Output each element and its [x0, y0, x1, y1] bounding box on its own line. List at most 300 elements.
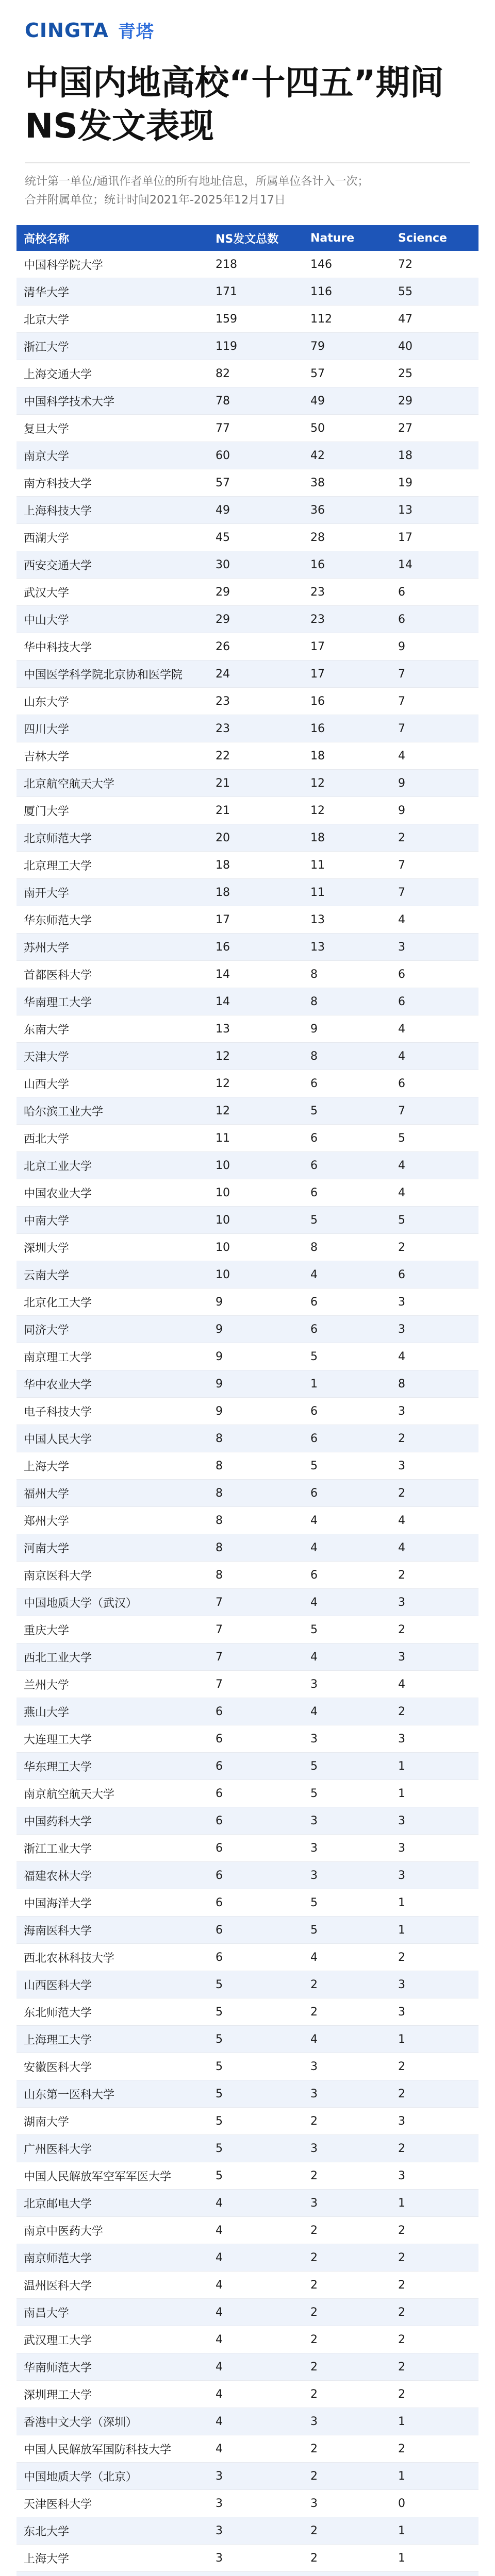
- cell-science: 55: [391, 278, 478, 306]
- cell-nature: 4: [303, 1534, 391, 1562]
- table-row: [16, 1944, 478, 1971]
- cell-science: 2: [391, 1616, 478, 1643]
- table-row: [16, 524, 478, 551]
- cell-science: 13: [391, 497, 478, 524]
- cell-nature: 2: [303, 2108, 391, 2135]
- cell-ns-total: 21: [208, 770, 303, 797]
- cell-ns-total: 3: [208, 2545, 303, 2572]
- cell-university: 上海大学: [16, 1452, 208, 1480]
- cell-science: 2: [391, 2244, 478, 2272]
- cell-nature: 2: [303, 2299, 391, 2326]
- cell-university: 上海交通大学: [16, 360, 208, 387]
- table-row: [16, 1452, 478, 1480]
- table-row: [16, 2217, 478, 2244]
- cell-science: 1: [391, 1889, 478, 1917]
- cell-ns-total: 5: [208, 2026, 303, 2053]
- cell-university: 上海理工大学: [16, 2026, 208, 2053]
- cell-science: 2: [391, 2135, 478, 2162]
- cell-nature: 4: [303, 1589, 391, 1616]
- cell-science: 4: [391, 1507, 478, 1534]
- cell-university: 华东理工大学: [16, 1753, 208, 1780]
- cell-ns-total: 26: [208, 633, 303, 660]
- cell-nature: 146: [303, 251, 391, 278]
- cell-nature: 2: [303, 1998, 391, 2026]
- table-row: [16, 2026, 478, 2053]
- cell-university: 重庆大学: [16, 1616, 208, 1643]
- cell-science: 27: [391, 415, 478, 442]
- cell-ns-total: 21: [208, 797, 303, 824]
- cell-university: 广州医科大学: [16, 2135, 208, 2162]
- note-line-2: 合并附属单位；统计时间2021年-2025年12月17日: [25, 194, 286, 207]
- cell-science: [391, 2572, 478, 2576]
- cell-science: 3: [391, 1643, 478, 1671]
- cell-nature: 16: [303, 715, 391, 742]
- cell-ns-total: 8: [208, 1480, 303, 1507]
- cell-nature: 2: [303, 2162, 391, 2190]
- cell-ns-total: 5: [208, 1971, 303, 1998]
- table-row: [16, 360, 478, 387]
- table-row: [16, 852, 478, 879]
- table-row: [16, 2080, 478, 2108]
- cell-nature: 23: [303, 579, 391, 606]
- cell-science: 6: [391, 988, 478, 1015]
- cell-science: 7: [391, 688, 478, 715]
- header-ns-total: NS发文总数: [208, 225, 303, 251]
- cell-university: 东北大学: [16, 2517, 208, 2545]
- cell-nature: 79: [303, 333, 391, 360]
- cell-science: 7: [391, 660, 478, 688]
- table-row: [16, 742, 478, 770]
- cell-ns-total: 7: [208, 1589, 303, 1616]
- cell-university: 华中科技大学: [16, 633, 208, 660]
- cell-nature: 38: [303, 469, 391, 497]
- table-row: [16, 660, 478, 688]
- cell-nature: 5: [303, 1753, 391, 1780]
- cell-university: 厦门大学: [16, 797, 208, 824]
- cell-science: 3: [391, 1398, 478, 1425]
- cell-science: 1: [391, 2026, 478, 2053]
- cell-science: 2: [391, 2326, 478, 2353]
- cell-science: 2: [391, 1562, 478, 1589]
- cell-science: 6: [391, 1261, 478, 1289]
- cell-university: 同济大学: [16, 1316, 208, 1343]
- cell-ns-total: 49: [208, 497, 303, 524]
- cell-science: 2: [391, 2272, 478, 2299]
- cell-science: 4: [391, 1152, 478, 1179]
- cell-ns-total: 171: [208, 278, 303, 306]
- table-row: [16, 2435, 478, 2463]
- cell-university: 南方科技大学: [16, 469, 208, 497]
- cell-ns-total: 9: [208, 1316, 303, 1343]
- cell-nature: [303, 2572, 391, 2576]
- cell-ns-total: 3: [208, 2517, 303, 2545]
- cell-nature: 8: [303, 1043, 391, 1070]
- table-row: [16, 1097, 478, 1125]
- table-row: [16, 797, 478, 824]
- table-row: [16, 1589, 478, 1616]
- cell-science: 6: [391, 961, 478, 988]
- cell-science: 4: [391, 1343, 478, 1370]
- table-row: [16, 1807, 478, 1835]
- table-row: [16, 1780, 478, 1807]
- cell-university: 北京航空航天大学: [16, 770, 208, 797]
- cell-ns-total: 6: [208, 1725, 303, 1753]
- cell-science: 3: [391, 1998, 478, 2026]
- cell-science: 2: [391, 1425, 478, 1452]
- cell-university: 浙江工业大学: [16, 1835, 208, 1862]
- cell-university: 武汉理工大学: [16, 2326, 208, 2353]
- cell-nature: 6: [303, 1562, 391, 1589]
- brand-sub: 青塔: [118, 22, 154, 42]
- cell-nature: 5: [303, 1780, 391, 1807]
- cell-ns-total: 14: [208, 988, 303, 1015]
- cell-ns-total: 4: [208, 2326, 303, 2353]
- cell-ns-total: 8: [208, 1534, 303, 1562]
- table-row: [16, 2162, 478, 2190]
- cell-science: 3: [391, 1725, 478, 1753]
- table-row: [16, 1562, 478, 1589]
- cell-university: 云南大学: [16, 1261, 208, 1289]
- cell-ns-total: 6: [208, 1835, 303, 1862]
- cell-university: 天津医科大学: [16, 2490, 208, 2517]
- ns-table: [16, 225, 478, 2576]
- cell-science: 4: [391, 1671, 478, 1698]
- cell-science: 2: [391, 2435, 478, 2463]
- cell-science: 2: [391, 2080, 478, 2108]
- cell-nature: 17: [303, 660, 391, 688]
- cell-ns-total: 159: [208, 306, 303, 333]
- table-row: [16, 1125, 478, 1152]
- cell-ns-total: 8: [208, 1562, 303, 1589]
- cell-nature: 1: [303, 1370, 391, 1398]
- cell-ns-total: 18: [208, 879, 303, 906]
- table-row: [16, 333, 478, 360]
- cell-university: 吉林大学: [16, 742, 208, 770]
- cell-nature: 6: [303, 1316, 391, 1343]
- cell-university: 山西大学: [16, 1070, 208, 1097]
- cell-nature: 6: [303, 1398, 391, 1425]
- cell-university: 中国人民解放军空军军医大学: [16, 2162, 208, 2190]
- table-row: [16, 1971, 478, 1998]
- cell-ns-total: 5: [208, 2080, 303, 2108]
- cell-ns-total: 7: [208, 1643, 303, 1671]
- cell-science: 3: [391, 2108, 478, 2135]
- cell-science: 7: [391, 879, 478, 906]
- cell-science: 40: [391, 333, 478, 360]
- cell-science: 4: [391, 1179, 478, 1207]
- table-row: [16, 2572, 478, 2576]
- cell-university: 华中农业大学: [16, 1370, 208, 1398]
- cell-ns-total: 4: [208, 2353, 303, 2381]
- cell-university: 湖南大学: [16, 2108, 208, 2135]
- table-row: [16, 2299, 478, 2326]
- cell-nature: 2: [303, 2326, 391, 2353]
- table-row: [16, 497, 478, 524]
- cell-university: 东北师范大学: [16, 1998, 208, 2026]
- cell-science: 4: [391, 1534, 478, 1562]
- cell-university: 北京工业大学: [16, 1152, 208, 1179]
- cell-university: 南京师范大学: [16, 2244, 208, 2272]
- cell-ns-total: 6: [208, 1807, 303, 1835]
- cell-science: 3: [391, 1452, 478, 1480]
- cell-university: 南京医科大学: [16, 1562, 208, 1589]
- cell-university: 上海大学: [16, 2545, 208, 2572]
- cell-science: 3: [391, 1807, 478, 1835]
- brand-logo: CINGTA: [25, 19, 109, 42]
- table-row: [16, 306, 478, 333]
- cell-nature: 5: [303, 1889, 391, 1917]
- cell-science: 4: [391, 906, 478, 934]
- cell-nature: 42: [303, 442, 391, 469]
- cell-university: 大连理工大学: [16, 1725, 208, 1753]
- cell-nature: 5: [303, 1452, 391, 1480]
- cell-science: 3: [391, 1589, 478, 1616]
- cell-ns-total: 6: [208, 1753, 303, 1780]
- cell-ns-total: 5: [208, 2108, 303, 2135]
- cell-university: 首都医科大学: [16, 961, 208, 988]
- cell-ns-total: 7: [208, 1616, 303, 1643]
- cell-science: 3: [391, 1316, 478, 1343]
- cell-nature: 2: [303, 2353, 391, 2381]
- cell-university: 西北农林科技大学: [16, 1944, 208, 1971]
- cell-nature: 13: [303, 934, 391, 961]
- cell-nature: 5: [303, 1343, 391, 1370]
- cell-science: 2: [391, 824, 478, 852]
- cell-nature: 8: [303, 1234, 391, 1261]
- table-row: [16, 1152, 478, 1179]
- cell-science: 9: [391, 633, 478, 660]
- table-row: [16, 387, 478, 415]
- cell-ns-total: 9: [208, 1370, 303, 1398]
- cell-ns-total: 6: [208, 1780, 303, 1807]
- cell-nature: 6: [303, 1070, 391, 1097]
- cell-university: 浙江大学: [16, 333, 208, 360]
- table-row: [16, 688, 478, 715]
- cell-ns-total: 22: [208, 742, 303, 770]
- table-row: [16, 2326, 478, 2353]
- cell-university: 华东师范大学: [16, 906, 208, 934]
- cell-university: 四川大学: [16, 715, 208, 742]
- cell-ns-total: 6: [208, 1862, 303, 1889]
- cell-university: 中国农业大学: [16, 1179, 208, 1207]
- cell-ns-total: 4: [208, 2272, 303, 2299]
- cell-science: 7: [391, 1097, 478, 1125]
- cell-nature: 5: [303, 1097, 391, 1125]
- cell-ns-total: 10: [208, 1234, 303, 1261]
- title-line-2: NS发文表现: [25, 106, 214, 146]
- cell-ns-total: 6: [208, 1889, 303, 1917]
- cell-nature: 5: [303, 1616, 391, 1643]
- cell-science: 3: [391, 1835, 478, 1862]
- cell-ns-total: 11: [208, 1125, 303, 1152]
- cell-science: 5: [391, 1125, 478, 1152]
- table-row: [16, 1043, 478, 1070]
- cell-science: 72: [391, 251, 478, 278]
- cell-science: 3: [391, 1971, 478, 1998]
- header-science: Science: [391, 225, 478, 251]
- table-row: [16, 1998, 478, 2026]
- table-row: [16, 1234, 478, 1261]
- cell-ns-total: 5: [208, 1998, 303, 2026]
- cell-nature: 4: [303, 1944, 391, 1971]
- cell-university: 武汉大学: [16, 579, 208, 606]
- table-row: [16, 1643, 478, 1671]
- cell-ns-total: 12: [208, 1070, 303, 1097]
- table-row: [16, 1480, 478, 1507]
- cell-ns-total: 4: [208, 2244, 303, 2272]
- cell-nature: 4: [303, 2026, 391, 2053]
- cell-university: 山东大学: [16, 688, 208, 715]
- cell-nature: 2: [303, 1971, 391, 1998]
- cell-ns-total: 4: [208, 2408, 303, 2435]
- cell-ns-total: 12: [208, 1043, 303, 1070]
- cell-science: 6: [391, 579, 478, 606]
- cell-university: 中山大学: [16, 606, 208, 633]
- cell-science: 4: [391, 742, 478, 770]
- cell-ns-total: 14: [208, 961, 303, 988]
- cell-university: 中国地质大学（武汉）: [16, 1589, 208, 1616]
- table-row: [16, 1507, 478, 1534]
- table-row: [16, 906, 478, 934]
- cell-ns-total: 78: [208, 387, 303, 415]
- cell-ns-total: 23: [208, 715, 303, 742]
- table-row: [16, 1835, 478, 1862]
- cell-nature: 2: [303, 2244, 391, 2272]
- cell-nature: 3: [303, 1725, 391, 1753]
- cell-science: 1: [391, 2545, 478, 2572]
- cell-university: 福建农林大学: [16, 1862, 208, 1889]
- cell-university: 中国医学科学院北京协和医学院: [16, 660, 208, 688]
- cell-university: 中国药科大学: [16, 1807, 208, 1835]
- cell-nature: 11: [303, 879, 391, 906]
- table-row: [16, 1889, 478, 1917]
- cell-science: 2: [391, 1234, 478, 1261]
- cell-ns-total: 7: [208, 1671, 303, 1698]
- cell-ns-total: 6: [208, 1698, 303, 1725]
- cell-nature: 23: [303, 606, 391, 633]
- cell-science: 1: [391, 1917, 478, 1944]
- cell-nature: 11: [303, 852, 391, 879]
- cell-university: 中国科学技术大学: [16, 387, 208, 415]
- table-row: [16, 1070, 478, 1097]
- table-row: [16, 1725, 478, 1753]
- cell-university: 西北大学: [16, 1125, 208, 1152]
- cell-science: 8: [391, 1370, 478, 1398]
- table-row: [16, 988, 478, 1015]
- cell-ns-total: 77: [208, 415, 303, 442]
- cell-university: 南京理工大学: [16, 1343, 208, 1370]
- cell-ns-total: 3: [208, 2490, 303, 2517]
- cell-university: 中国海洋大学: [16, 1889, 208, 1917]
- cell-ns-total: 10: [208, 1152, 303, 1179]
- table-row: [16, 2108, 478, 2135]
- cell-science: 25: [391, 360, 478, 387]
- table-row: [16, 1316, 478, 1343]
- cell-science: 6: [391, 606, 478, 633]
- cell-nature: 3: [303, 2053, 391, 2080]
- cell-nature: 18: [303, 824, 391, 852]
- cell-science: 2: [391, 2053, 478, 2080]
- table-row: [16, 251, 478, 278]
- cell-science: 5: [391, 1207, 478, 1234]
- cell-science: 1: [391, 2517, 478, 2545]
- cell-nature: 4: [303, 1261, 391, 1289]
- cell-nature: 2: [303, 2272, 391, 2299]
- cell-nature: 2: [303, 2217, 391, 2244]
- cell-science: 3: [391, 934, 478, 961]
- cell-science: 19: [391, 469, 478, 497]
- cell-university: 哈尔滨工业大学: [16, 1097, 208, 1125]
- cell-university: 上海科技大学: [16, 497, 208, 524]
- cell-nature: 49: [303, 387, 391, 415]
- cell-university: 西安交通大学: [16, 551, 208, 579]
- cell-nature: 6: [303, 1289, 391, 1316]
- cell-science: 2: [391, 2381, 478, 2408]
- cell-science: 0: [391, 2490, 478, 2517]
- cell-nature: 4: [303, 1643, 391, 1671]
- cell-ns-total: 23: [208, 688, 303, 715]
- table-row: [16, 1616, 478, 1643]
- cell-university: 南京航空航天大学: [16, 1780, 208, 1807]
- cell-ns-total: 17: [208, 906, 303, 934]
- cell-nature: 18: [303, 742, 391, 770]
- header-nature: Nature: [303, 225, 391, 251]
- table-row: [16, 278, 478, 306]
- cell-nature: 116: [303, 278, 391, 306]
- cell-nature: 3: [303, 1862, 391, 1889]
- table-row: [16, 1015, 478, 1043]
- table-row: [16, 1753, 478, 1780]
- brand-bar: [0, 0, 495, 43]
- page-title: [0, 43, 495, 148]
- cell-nature: 6: [303, 1179, 391, 1207]
- table-row: [16, 1289, 478, 1316]
- cell-nature: 6: [303, 1125, 391, 1152]
- cell-nature: 3: [303, 2190, 391, 2217]
- table-row: [16, 2490, 478, 2517]
- cell-ns-total: 20: [208, 824, 303, 852]
- cell-nature: 2: [303, 2463, 391, 2490]
- cell-science: 2: [391, 2217, 478, 2244]
- cell-science: 2: [391, 1480, 478, 1507]
- table-row: [16, 2353, 478, 2381]
- table-row: [16, 2408, 478, 2435]
- cell-ns-total: 29: [208, 606, 303, 633]
- table-row: [16, 1370, 478, 1398]
- cell-university: 河南大学: [16, 1534, 208, 1562]
- cell-nature: 8: [303, 988, 391, 1015]
- cell-science: 4: [391, 1015, 478, 1043]
- cell-science: 1: [391, 2408, 478, 2435]
- table-row: [16, 879, 478, 906]
- note-line-1: 统计第一单位/通讯作者单位的所有地址信息，所属单位各计入一次；: [25, 175, 369, 188]
- cell-university: 北京化工大学: [16, 1289, 208, 1316]
- cell-university: 中南大学: [16, 1207, 208, 1234]
- cell-university: 电子科技大学: [16, 1398, 208, 1425]
- cell-ns-total: 4: [208, 2381, 303, 2408]
- cell-ns-total: 119: [208, 333, 303, 360]
- table-row: [16, 1261, 478, 1289]
- cell-ns-total: 10: [208, 1207, 303, 1234]
- table-row: [16, 579, 478, 606]
- cell-university: 苏州大学: [16, 934, 208, 961]
- table-row: [16, 1343, 478, 1370]
- cell-ns-total: 6: [208, 1917, 303, 1944]
- cell-science: 9: [391, 797, 478, 824]
- table-row: [16, 2517, 478, 2545]
- cell-science: 7: [391, 852, 478, 879]
- cell-nature: 3: [303, 1671, 391, 1698]
